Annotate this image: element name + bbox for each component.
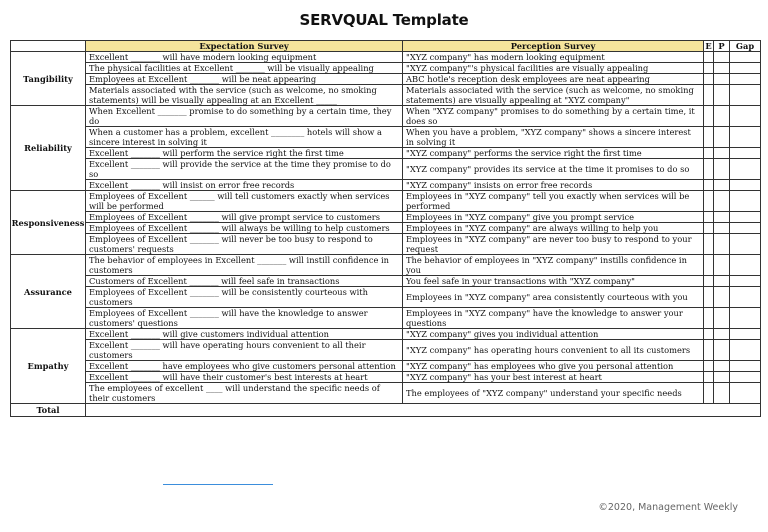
table-row bbox=[11, 276, 761, 287]
p-cell[interactable] bbox=[714, 180, 730, 191]
expectation-cell: Employees of Excellent _______ will always be willing to help customers bbox=[86, 223, 403, 234]
gap-cell[interactable] bbox=[730, 361, 761, 372]
p-cell[interactable] bbox=[714, 361, 730, 372]
table-row bbox=[11, 383, 761, 404]
perception-cell: "XYZ company" has employees who give you personal attention bbox=[403, 361, 704, 372]
table-row bbox=[11, 85, 761, 106]
gap-cell[interactable] bbox=[730, 52, 761, 63]
expectation-cell: Excellent _______ will have modern looking equipment bbox=[86, 52, 403, 63]
gap-header: Gap bbox=[730, 41, 761, 52]
perception-cell: "XYZ company"'s physical facilities are visually appealing bbox=[403, 63, 704, 74]
copyright-footer: ©2020, Management Weekly bbox=[598, 502, 738, 513]
p-cell[interactable] bbox=[714, 308, 730, 329]
header-row bbox=[11, 41, 761, 52]
expectation-cell: Excellent _______ will have their customer's best interests at heart bbox=[86, 372, 403, 383]
servqual-table bbox=[10, 40, 761, 417]
perception-cell: Employees in "XYZ company" give you prompt service bbox=[403, 212, 704, 223]
p-cell[interactable] bbox=[714, 223, 730, 234]
table-row bbox=[11, 255, 761, 276]
p-cell[interactable] bbox=[714, 329, 730, 340]
table-row bbox=[11, 106, 761, 127]
expectation-cell: Employees of Excellent ______ will tell customers exactly when services will be performed bbox=[86, 191, 403, 212]
table-row bbox=[11, 223, 761, 234]
total-value-cell[interactable] bbox=[86, 404, 761, 417]
p-cell[interactable] bbox=[714, 85, 730, 106]
e-cell[interactable] bbox=[704, 223, 714, 234]
perception-cell: "XYZ company" has your best interest at heart bbox=[403, 372, 704, 383]
p-header: P bbox=[714, 41, 730, 52]
e-cell[interactable] bbox=[704, 361, 714, 372]
e-cell[interactable] bbox=[704, 234, 714, 255]
gap-cell[interactable] bbox=[730, 85, 761, 106]
perception-cell: The behavior of employees in "XYZ company" instills confidence in you bbox=[403, 255, 704, 276]
gap-cell[interactable] bbox=[730, 127, 761, 148]
e-cell[interactable] bbox=[704, 372, 714, 383]
gap-cell[interactable] bbox=[730, 234, 761, 255]
e-cell[interactable] bbox=[704, 74, 714, 85]
gap-cell[interactable] bbox=[730, 223, 761, 234]
table-row bbox=[11, 287, 761, 308]
table-row bbox=[11, 74, 761, 85]
e-cell[interactable] bbox=[704, 212, 714, 223]
table-row bbox=[11, 308, 761, 329]
p-cell[interactable] bbox=[714, 287, 730, 308]
perception-cell: When "XYZ company" promises to do something by a certain time, it does so bbox=[403, 106, 704, 127]
e-cell[interactable] bbox=[704, 148, 714, 159]
table-row bbox=[11, 159, 761, 180]
dimension-tangibility: Tangibility bbox=[11, 52, 86, 106]
gap-cell[interactable] bbox=[730, 276, 761, 287]
gap-cell[interactable] bbox=[730, 372, 761, 383]
expectation-cell: Excellent _______ have employees who give customers personal attention bbox=[86, 361, 403, 372]
e-cell[interactable] bbox=[704, 329, 714, 340]
gap-cell[interactable] bbox=[730, 148, 761, 159]
gap-cell[interactable] bbox=[730, 74, 761, 85]
p-cell[interactable] bbox=[714, 74, 730, 85]
perception-cell: Employees in "XYZ company" area consistently courteous with you bbox=[403, 287, 704, 308]
expectation-cell: When a customer has a problem, excellent ________ hotels will show a sincere interest in solving it bbox=[86, 127, 403, 148]
expectation-cell: Employees of Excellent _______ will never be too busy to respond to customers' requests bbox=[86, 234, 403, 255]
expectation-cell: Employees of Excellent _______ will have the knowledge to answer customers' questions bbox=[86, 308, 403, 329]
perception-cell: When you have a problem, "XYZ company" shows a sincere interest in solving it bbox=[403, 127, 704, 148]
dimension-empathy: Empathy bbox=[11, 329, 86, 404]
gap-cell[interactable] bbox=[730, 308, 761, 329]
p-cell[interactable] bbox=[714, 127, 730, 148]
gap-cell[interactable] bbox=[730, 255, 761, 276]
perception-cell: "XYZ company" has operating hours convenient to all its customers bbox=[403, 340, 704, 361]
expectation-cell: Customers of Excellent _______ will feel safe in transactions bbox=[86, 276, 403, 287]
perception-cell: "XYZ company" performs the service right the first time bbox=[403, 148, 704, 159]
e-cell[interactable] bbox=[704, 159, 714, 180]
dimension-assurance: Assurance bbox=[11, 255, 86, 329]
gap-cell[interactable] bbox=[730, 63, 761, 74]
expectation-cell: Excellent _______ will provide the service at the time they promise to do so bbox=[86, 159, 403, 180]
p-cell[interactable] bbox=[714, 212, 730, 223]
e-cell[interactable] bbox=[704, 106, 714, 127]
e-cell[interactable] bbox=[704, 63, 714, 74]
p-cell[interactable] bbox=[714, 372, 730, 383]
expectation-cell: Excellent _______ will perform the service right the first time bbox=[86, 148, 403, 159]
gap-cell[interactable] bbox=[730, 106, 761, 127]
expectation-cell: The behavior of employees in Excellent _______ will instill confidence in customers bbox=[86, 255, 403, 276]
perception-header: Perception Survey bbox=[403, 41, 704, 52]
perception-cell: "XYZ company" gives you individual attention bbox=[403, 329, 704, 340]
table-row bbox=[11, 191, 761, 212]
gap-cell[interactable] bbox=[730, 191, 761, 212]
e-cell[interactable] bbox=[704, 191, 714, 212]
gap-cell[interactable] bbox=[730, 212, 761, 223]
gap-cell[interactable] bbox=[730, 180, 761, 191]
expectation-cell: Materials associated with the service (such as welcome, no smoking statements) will be visually appealing at an Excellent _____ bbox=[86, 85, 403, 106]
gap-cell[interactable] bbox=[730, 287, 761, 308]
gap-cell[interactable] bbox=[730, 159, 761, 180]
perception-cell: "XYZ company" provides its service at the time it promises to do so bbox=[403, 159, 704, 180]
p-cell[interactable] bbox=[714, 148, 730, 159]
e-cell[interactable] bbox=[704, 85, 714, 106]
table-row bbox=[11, 52, 761, 63]
perception-cell: "XYZ company" has modern looking equipment bbox=[403, 52, 704, 63]
e-cell[interactable] bbox=[704, 255, 714, 276]
dimension-reliability: Reliability bbox=[11, 106, 86, 191]
e-cell[interactable] bbox=[704, 180, 714, 191]
p-cell[interactable] bbox=[714, 276, 730, 287]
page-title: SERVQUAL Template bbox=[299, 11, 469, 29]
perception-cell: You feel safe in your transactions with "XYZ company" bbox=[403, 276, 704, 287]
expectation-header: Expectation Survey bbox=[86, 41, 403, 52]
e-cell[interactable] bbox=[704, 127, 714, 148]
table-row bbox=[11, 148, 761, 159]
e-cell[interactable] bbox=[704, 287, 714, 308]
expectation-cell: Employees of Excellent _______ will give prompt service to customers bbox=[86, 212, 403, 223]
expectation-cell: The physical facilities at Excellent _______ will be visually appealing bbox=[86, 63, 403, 74]
expectation-cell: Excellent _______ will insist on error free records bbox=[86, 180, 403, 191]
p-cell[interactable] bbox=[714, 383, 730, 404]
table-row bbox=[11, 361, 761, 372]
e-cell[interactable] bbox=[704, 383, 714, 404]
table-row bbox=[11, 212, 761, 223]
expectation-cell: When Excellent _______ promise to do something by a certain time, they do bbox=[86, 106, 403, 127]
expectation-cell: Excellent _______ will give customers individual attention bbox=[86, 329, 403, 340]
table-row bbox=[11, 329, 761, 340]
perception-cell: Employees in "XYZ company" have the knowledge to answer your questions bbox=[403, 308, 704, 329]
table-row bbox=[11, 340, 761, 361]
perception-cell: The employees of "XYZ company" understand your specific needs bbox=[403, 383, 704, 404]
perception-cell: Materials associated with the service (such as welcome, no smoking statements) are visually appealing at "XYZ company" bbox=[403, 85, 704, 106]
expectation-cell: Employees of Excellent _______ will be consistently courteous with customers bbox=[86, 287, 403, 308]
expectation-cell: The employees of excellent ____ will understand the specific needs of their customers bbox=[86, 383, 403, 404]
table-row bbox=[11, 180, 761, 191]
total-label: Total bbox=[11, 404, 86, 417]
gap-cell[interactable] bbox=[730, 383, 761, 404]
p-cell[interactable] bbox=[714, 234, 730, 255]
table-row bbox=[11, 372, 761, 383]
hyperlink-underline[interactable] bbox=[163, 484, 273, 485]
perception-cell: "XYZ company" insists on error free records bbox=[403, 180, 704, 191]
p-cell[interactable] bbox=[714, 52, 730, 63]
table-row bbox=[11, 63, 761, 74]
e-cell[interactable] bbox=[704, 276, 714, 287]
expectation-cell: Excellent _______ will have operating hours convenient to all their customers bbox=[86, 340, 403, 361]
e-cell[interactable] bbox=[704, 52, 714, 63]
perception-cell: Employees in "XYZ company" are always willing to help you bbox=[403, 223, 704, 234]
perception-cell: ABC hotle's reception desk employees are neat appearing bbox=[403, 74, 704, 85]
p-cell[interactable] bbox=[714, 191, 730, 212]
dimension-header bbox=[11, 41, 86, 52]
p-cell[interactable] bbox=[714, 255, 730, 276]
gap-cell[interactable] bbox=[730, 340, 761, 361]
e-header: E bbox=[705, 41, 712, 51]
gap-cell[interactable] bbox=[730, 329, 761, 340]
perception-cell: Employees in "XYZ company" are never too busy to respond to your request bbox=[403, 234, 704, 255]
table-row bbox=[11, 127, 761, 148]
p-cell[interactable] bbox=[714, 159, 730, 180]
table-row bbox=[11, 234, 761, 255]
e-cell[interactable] bbox=[704, 308, 714, 329]
p-cell[interactable] bbox=[714, 340, 730, 361]
expectation-cell: Employees at Excellent _______ will be neat appearing bbox=[86, 74, 403, 85]
p-cell[interactable] bbox=[714, 106, 730, 127]
perception-cell: Employees in "XYZ company" tell you exactly when services will be performed bbox=[403, 191, 704, 212]
e-cell[interactable] bbox=[704, 340, 714, 361]
p-cell[interactable] bbox=[714, 63, 730, 74]
dimension-responsiveness: Responsiveness bbox=[11, 191, 86, 255]
total-row bbox=[11, 404, 761, 417]
